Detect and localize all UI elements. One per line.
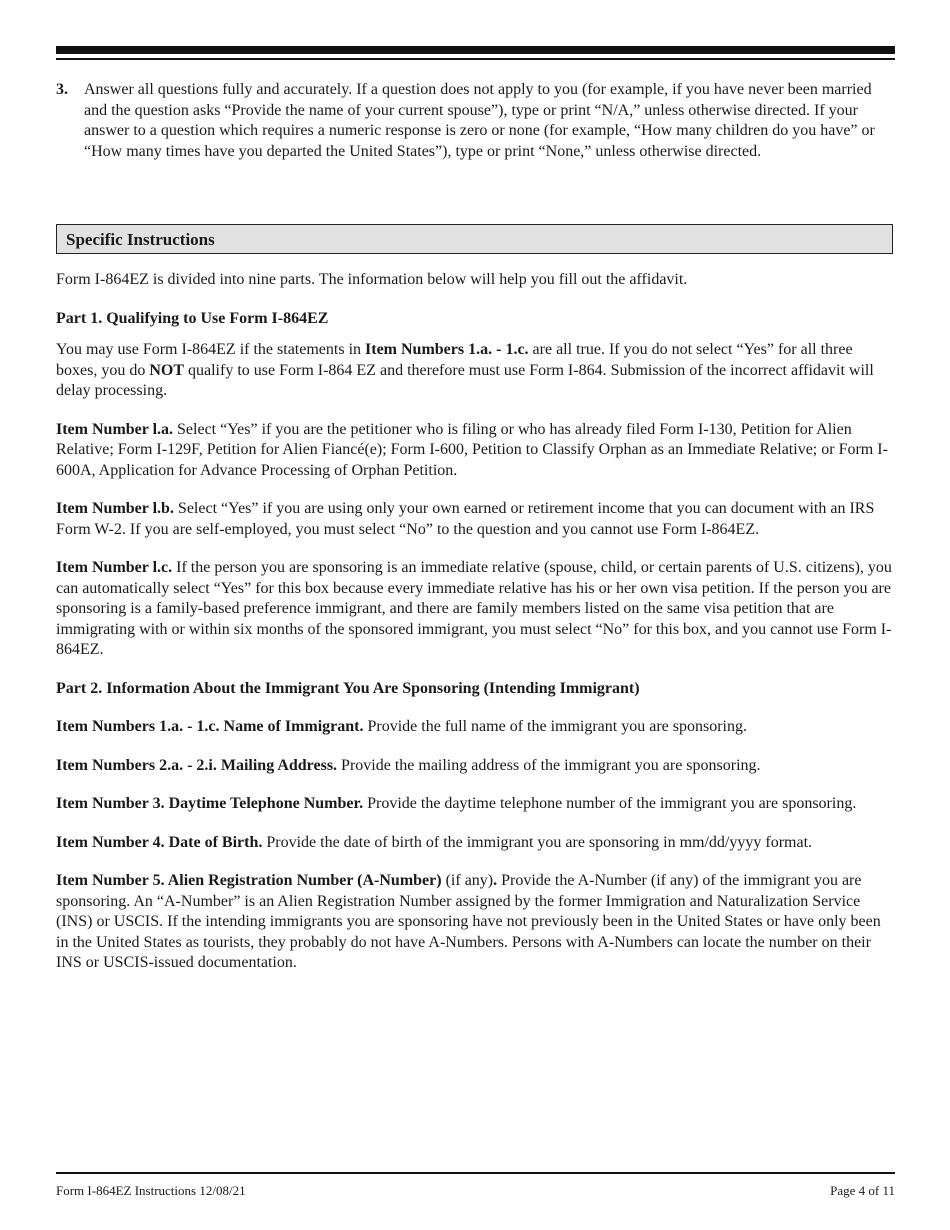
item-1b-paragraph [56, 499, 895, 540]
item-body: Select “Yes” if you are the petitioner who is filing or who has already filed Form I-130, Petition for Alien Relative; Form I-129F, Petition for Alien Fiancé(e); Form I-600, Petition to Classify Orphan as an Immediate Relative; or Form I-600A, Application for Advance Processing of Orphan Petition. [56, 420, 888, 479]
bold-run: Item Numbers 1.a. - 1.c. [365, 341, 529, 358]
item-body: (if any) [441, 872, 494, 889]
item-body: Provide the date of birth of the immigrant you are sponsoring in mm/dd/yyyy format. [262, 833, 813, 851]
item-number: 3. [56, 81, 68, 98]
part2-item3-paragraph [56, 794, 895, 815]
item-label: Item Number 3. Daytime Telephone Number. [56, 795, 364, 812]
item-label: Item Number l.c. [56, 559, 173, 576]
footer-rule [56, 1172, 895, 1174]
numbered-item-3 [56, 80, 895, 162]
instructions-content [56, 270, 895, 992]
item-body: If the person you are sponsoring is an immediate relative (spouse, child, or certain parents of U.S. citizens), you can automatically select “Yes” for this box because every immediate relative has his or her own visa petition. If the person you are sponsoring is a family-based preference immigrant, and there are family members listed on the same visa petition that are immigrating with or within six months of the sponsored immigrant, you must select “No” for this box, and you cannot use Form I-864EZ. [56, 559, 892, 658]
item-label: Item Numbers 1.a. - 1.c. Name of Immigrant. [56, 718, 364, 735]
item-body: Provide the mailing address of the immigrant you are sponsoring. [337, 756, 761, 774]
item-1c-paragraph [56, 558, 895, 661]
text-run: are all true. If you do not select “Yes” for all three boxes, you do [56, 341, 853, 379]
top-rule [56, 46, 895, 54]
part2-item5-paragraph [56, 871, 895, 974]
item-body: Provide the A-Number (if any) of the immigrant you are sponsoring. An “A-Number” is an Alien Registration Number assigned by the former Immigration and Naturalization Service (INS) or USCIS. If the intending immigrants you are sponsoring have not previously been in the United States or have only been in the United States as tourists, they probably do not have A-Numbers. Persons with A-Numbers can locate the number on their INS or USCIS-issued documentation. [56, 872, 881, 971]
item-label: . [493, 872, 498, 889]
item-label: Item Number l.a. [56, 420, 174, 438]
footer-page-number: Page 4 of 11 [830, 1183, 895, 1198]
text-run: You may use Form I-864EZ if the statements in [56, 341, 366, 358]
part1-paragraph [56, 340, 895, 402]
section-header: Specific Instructions [56, 224, 893, 254]
part1-heading: Part 1. Qualifying to Use Form I-864EZ [56, 309, 329, 327]
item-text: Answer all questions fully and accurately. If a question does not apply to you (for example, if you have never been married and the question asks “Provide the name of your current spouse”), type or print “N/A,” unless otherwise directed. If your answer to a question which requires a numeric response is zero or none (for example, “How many children do you have” or “How many times have you departed the United States”), type or print “None,” unless otherwise directed. [84, 81, 875, 160]
text-run: qualify to use Form I-864 EZ and therefore must use Form I-864. Submission of the incorrect affidavit will delay processing. [56, 361, 874, 399]
item-label: Item Numbers 2.a. - 2.i. Mailing Address. [56, 756, 338, 774]
item-label: Item Number l.b. [56, 500, 174, 517]
item-label: Item Number 4. Date of Birth. [56, 833, 263, 851]
intro-paragraph: Form I-864EZ is divided into nine parts. The information below will help you fill out the affidavit. [56, 271, 688, 288]
item-label: Item Number 5. Alien Registration Number (A-Number) [56, 872, 442, 889]
part2-item1-paragraph [56, 717, 895, 738]
item-body: Provide the daytime telephone number of the immigrant you are sponsoring. [363, 795, 857, 812]
footer-form-id: Form I-864EZ Instructions 12/08/21 [56, 1183, 246, 1198]
bold-run: NOT [149, 361, 184, 379]
part2-heading: Part 2. Information About the Immigrant You Are Sponsoring (Intending Immigrant) [56, 679, 640, 697]
part2-item2-paragraph [56, 756, 895, 777]
item-body: Provide the full name of the immigrant you are sponsoring. [363, 718, 747, 735]
top-rule-thin [56, 58, 895, 60]
item-1a-paragraph [56, 420, 895, 482]
part2-item4-paragraph [56, 833, 895, 854]
item-body: Select “Yes” if you are using only your own earned or retirement income that you can document with an IRS Form W-2. If you are self-employed, you must select “No” to the question and you cannot use Form I-864EZ. [56, 500, 875, 538]
